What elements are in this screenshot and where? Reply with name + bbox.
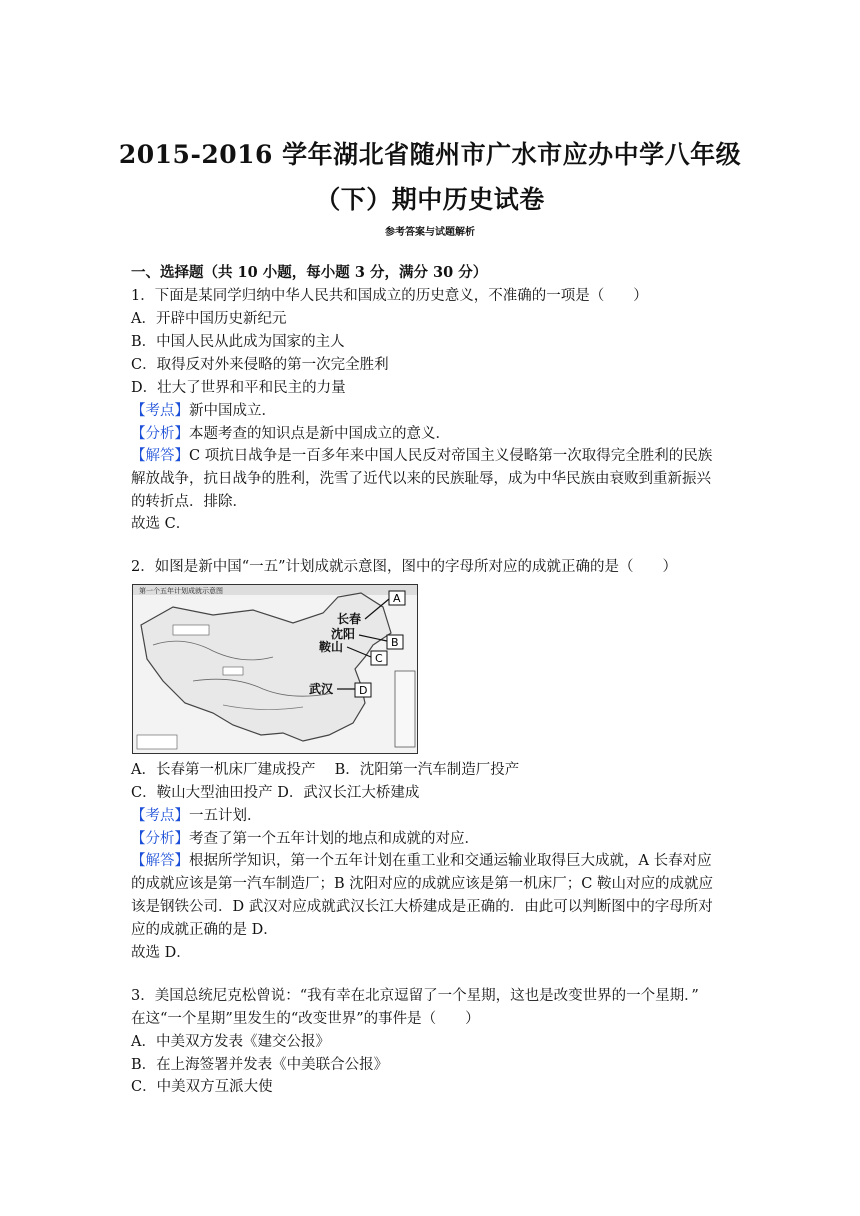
q2-jieda-line2: 的成就应该是第一汽车制造厂；B 沈阳对应的成就应该是第一机床厂；C 鞍山对应的成就应 [131,876,713,892]
q1-stem: 1．下面是某同学归纳中华人民共和国成立的历史意义，不准确的一项是（ ） [131,288,648,304]
q2-kaodian-text: 一五计划． [189,808,262,824]
map-box-d: D [359,684,368,697]
q2-kaodian [131,806,262,826]
q2-stem: 2．如图是新中国“一五”计划成就示意图，图中的字母所对应的成就正确的是（ ） [131,559,678,575]
q1-jieda-line3: 的转折点．排除． [131,494,247,510]
q1-kaodian-text: 新中国成立． [189,403,276,419]
q2-options-ab: A．长春第一机床厂建成投产 B．沈阳第一汽车制造厂投产 [131,762,520,778]
q2-jieda-line1: 根据所学知识，第一个五年计划在重工业和交通运输业取得巨大成就，A 长春对应 [189,853,712,869]
q1-jieda-tag: 【解答】 [131,448,189,464]
q1-option-d: D．壮大了世界和平和民主的力量 [131,380,346,396]
page-title-line2: （下）期中历史试卷 [315,185,545,214]
q1-option-b: B．中国人民从此成为国家的主人 [131,334,345,350]
q1-kaodian [131,401,276,421]
china-map-illustration [133,585,417,753]
q2-fenxi [131,829,479,849]
q1-kaodian-tag: 【考点】 [131,403,189,419]
q1-jieda-line2: 解放战争，抗日战争的胜利，洗雪了近代以来的民族耻辱，成为中华民族由衰败到重新振兴 [131,471,711,487]
q1-fenxi [131,424,450,444]
map-label-changchun: 长春 [337,612,362,626]
q2-fenxi-text: 考查了第一个五年计划的地点和成就的对应． [189,831,479,847]
map-title: 第一个五年计划成就示意图 [139,587,223,595]
q1-option-a: A．开辟中国历史新纪元 [131,311,287,327]
page-title-line1: 2015-2016 学年湖北省随州市广水市应办中学八年级 [118,140,742,169]
q1-jieda [131,446,712,466]
q2-fenxi-tag: 【分析】 [131,831,189,847]
q2-kaodian-tag: 【考点】 [131,808,189,824]
q2-jieda-line3: 该是钢铁公司．D 武汉对应成就武汉长江大桥建成是正确的．由此可以判断图中的字母所对 [131,899,713,915]
map-box-c: C [375,652,383,665]
q2-answer: 故选 D． [131,945,191,961]
map-box-b: B [391,636,399,649]
q1-answer: 故选 C． [131,516,191,532]
map-box-a: A [393,592,401,605]
q1-fenxi-text: 本题考查的知识点是新中国成立的意义． [189,426,450,442]
q3-stem-line2: 在这“一个星期”里发生的“改变世界”的事件是（ ） [131,1011,480,1027]
q3-option-b: B．在上海签署并发表《中美联合公报》 [131,1057,389,1073]
q2-map-figure [132,584,418,754]
page-subtitle: 参考答案与试题解析 [385,227,475,238]
map-label-wuhan: 武汉 [309,682,334,696]
q1-fenxi-tag: 【分析】 [131,426,189,442]
q3-option-a: A．中美双方发表《建交公报》 [131,1034,330,1050]
q2-jieda-tag: 【解答】 [131,853,189,869]
q3-option-c: C．中美双方互派大使 [131,1079,273,1095]
section-heading: 一、选择题（共 10 小题，每小题 3 分，满分 30 分） [131,264,488,281]
q2-jieda-line4: 应的成就正确的是 D． [131,922,278,938]
map-label-shenyang: 沈阳 [331,627,356,641]
q1-option-c: C．取得反对外来侵略的第一次完全胜利 [131,357,389,373]
q2-jieda [131,851,712,871]
q1-jieda-line1: C 项抗日战争是一百多年来中国人民反对帝国主义侵略第一次取得完全胜利的民族 [189,448,713,464]
map-label-anshan: 鞍山 [319,640,344,654]
q2-options-cd: C．鞍山大型油田投产 D．武汉长江大桥建成 [131,785,420,801]
q3-stem-line1: 3．美国总统尼克松曾说：“我有幸在北京逗留了一个星期，这也是改变世界的一个星期．” [131,988,699,1004]
